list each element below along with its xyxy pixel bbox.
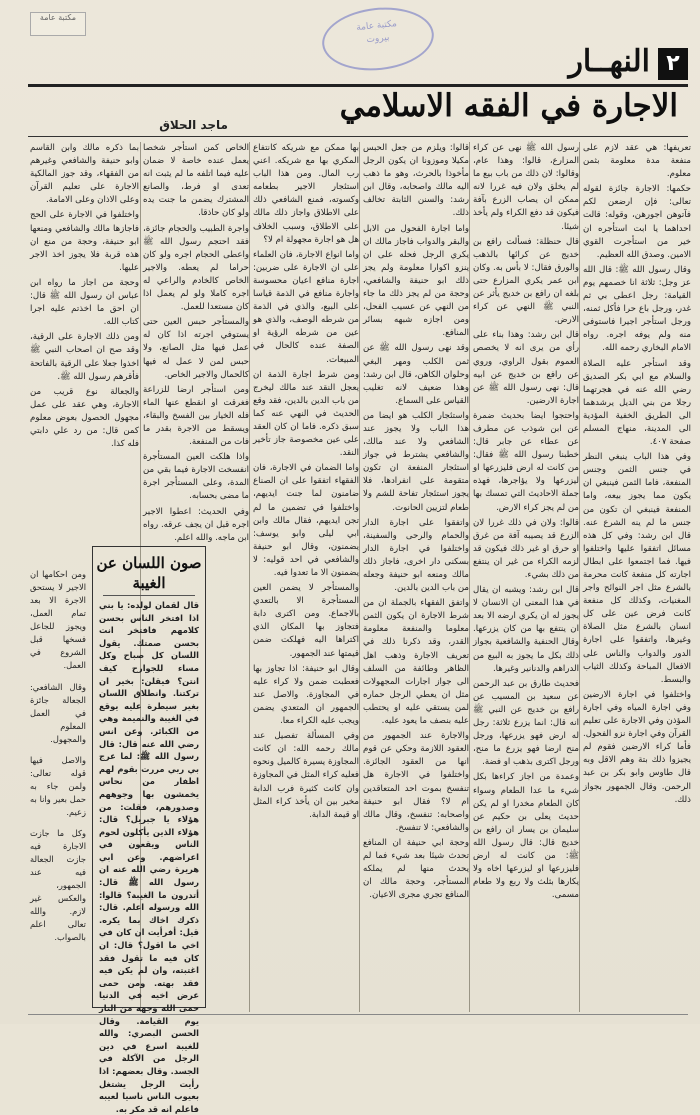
top-rule — [28, 84, 688, 87]
article-paragraph: والجعالة نوع قريب من الاجارة، وهي عقد على عمل مجهول الحصول بعوض معلوم كمن قال: من رد علي دابتي فله كذا. — [30, 386, 139, 450]
column-divider — [579, 142, 580, 1012]
article-paragraph: واحتجوا ايضا بحديث ضمرة عن ابن شوذب عن مطرف عن عطاء عن جابر قال: خطبنا رسول الله ﷺ فقال: من كانت له ارض فليزرعها او ليزرعها ولا يؤاجرها، فهذه جملة الاحاديث التي تمسك بها من لم يجز كراء الارض. — [473, 410, 579, 513]
article-paragraph: واتفق الفقهاء بالجملة ان من شرط الاجارة ان يكون الثمن معلوما والمنفعة معلومة القدر، وقد ذكرنا ذلك في تعريف الاجارة وذهب اهل الظاهر وطائفة من السلف الى جواز اجارات المجهولات مثل ان يعطي الرجل حماره لمن يستقي عليه او يحتطب عليه بنصف ما يعود عليه. — [363, 598, 469, 727]
article-column-4 — [253, 142, 359, 1012]
article-paragraph: ومن احكامها ان الاجير لا يستحق الاجرة الا بعد تمام العمل، ويجوز للجاعل فسخها قبل الشروع في العمل. — [30, 569, 86, 671]
sidebar-box-text: قال لقمان لولده: يا بني اذا افتخر الناس بحسن كلامهم فافتخر انت بحسن صمتك. يقول اللسان كل صباح وكل مساء للجوارح كيف انتن؟ فيقلن: بخير ان تركتنا. وانطلاق اللسان بغير سيطرة عليه يوقع في الغيبة والنميمة وهي من الكبائر. وعن انس رضي الله عنه قال: قال رسول الله ﷺ: لما عرج بي ربي مررت بقوم لهم اظفار من نحاس يخمشون بها وجوههم وصدورهم، فقلت: من هؤلاء يا جبريل؟ قال: هؤلاء الذين يأكلون لحوم الناس ويقعون في اعراضهم. وعن ابي هريرة رضي الله عنه ان رسول الله ﷺ قال: أتدرون ما الغيبة؟ قالوا: الله ورسوله اعلم. قال: ذكرك اخاك بما يكره. قيل: أفرأيت ان كان في اخي ما اقول؟ قال: ان كان فيه ما تقول فقد اغتبته، وان لم يكن فيه فقد بهته. ومن حمى عرض اخيه في الدنيا حمى الله وجهه من النار يوم القيامة. وقال الحسن البصري: والله للغيبة اسرع في دين الرجل من الآكلة في الجسد. وقال بعضهم: اذا رأيت الرجل يشتغل بعيوب الناس ناسيا لعيبه فاعلم انه قد مكر به. — [99, 600, 199, 1114]
article-paragraph: وحجة من اجاز ما رواه ابن عباس ان رسول الله ﷺ قال: ان احق ما اخذتم عليه اجرا كتاب الله. — [30, 277, 139, 328]
article-paragraph: وقال الشافعي: الجعالة جائزة في العمل المعلوم والمجهول. — [30, 681, 86, 744]
archive-label — [30, 12, 86, 36]
article-paragraph: واما انواع الاجارة، فان العلماء على ان الاجارة على ضربين: اجارة منافع اعيان محسوسة واجارة منافع في الذمة قياسا على البيع، والذي في الذمة من شرطه الوصف، والذي هو عين من شرطه الرؤية او الصفة عنده كالحال في المبيعات. — [253, 249, 359, 365]
article-paragraph: ومن شرط اجارة الذمة ان يعجل النقد عند مالك ليخرج من باب الدين بالدين، فقد وقع الحديث في النهي عنه كما سبق ذكره. فاما ان كان العقد على عين مخصوصة جاز تأخير النقد. — [253, 369, 359, 459]
article-paragraph: ومن استأجر ارضا للزراعة فغرقت او انقطع عنها الماء فله الخيار بين الفسخ والبقاء، ويسقط من الاجرة بقدر ما فات من المنفعة. — [143, 384, 249, 448]
article-paragraph: الخاص كمن استأجر شخصا يعمل عنده خاصة لا ضمان عليه فيما اتلفه ما لم يثبت انه تعدى او فرط، والصانع المشترك يضمن ما جنت يده ولو كان حاذقا. — [143, 143, 249, 219]
article-paragraph: قالوا: ويلزم من جعل الحبس مكيلا وموزونا ان يكون الرجل مأخوذا بالحرث، وهو ما ذهب اليه مالك واصحابه، وقال ابن رشد: والسنن الثابتة تخالف ذلك. — [363, 143, 469, 219]
article-paragraph: وحجة ابي حنيفة ان المنافع تحدث شيئا بعد شيء فما لم يحدث منها لم يملكه المستأجر، وحجة مالك ان المنافع تجري مجرى الاعيان. — [363, 837, 469, 901]
bottom-rule — [28, 1014, 688, 1015]
article-column-6 — [30, 142, 139, 552]
article-paragraph: وقال رسول الله ﷺ: قال الله عز وجل: ثلاثة انا خصمهم يوم القيامة: رجل اعطى بي ثم غدر، ورجل باع حرا فأكل ثمنه، ورجل استأجر اجيرا فاستوفى منه ولم يوفه اجره. رواه الامام البخاري رحمه الله. — [583, 264, 691, 354]
article-paragraph: والمستأجر حبس العين حتى يستوفي اجرته اذا كان له عمل فيها مثل الصانع، ولا حبس لمن لا عمل له فيها كالحمال والاجير الخاص. — [143, 317, 249, 380]
sidebar-box-title: صون اللسان عن الغيبة — [96, 554, 202, 592]
stamp-line2: بيروت — [366, 32, 390, 46]
article-paragraph: وفي الحديث: اعطوا الاجير اجره قبل ان يجف عرقه. رواه ابن ماجه. والله اعلم. — [143, 506, 249, 543]
article-column-3 — [363, 142, 469, 1012]
article-paragraph: فحديث طارق بن عبد الرحمن عن سعيد بن المسيب عن رافع بن خديج عن النبي ﷺ انه قال: انما يزرع ثلاثة: رجل له ارض فهو يزرعها، ورجل منح ارضا فهو يزرع ما منح، ورجل اكترى بذهب او فضة. — [473, 678, 579, 768]
stamp-line1: مكتبة عامة — [355, 18, 398, 34]
library-stamp — [319, 2, 437, 75]
article-paragraph: تعريفها: هي عقد لازم على منفعة مدة معلومة بثمن معلوم. — [583, 143, 691, 180]
article-paragraph: واما اجارة الفحول من الابل والبقر والدواب فاجاز مالك ان يكري الرجل فحله على ان ينزو اكوارا معلومة ولم يجز ذلك ابو حنيفة والشافعي، وحجة من لم يجز ذلك ما جاء من النهي عن عسيب الفحل، ومن اجازه شبهه بسائر المنافع. — [363, 223, 469, 339]
article-paragraph: واختلفوا في الاجارة على الحج فاجازها مالك والشافعي ومنعها ابو حنيفة، وحجة من منع ان هذه قربة فلا يجوز اخذ الاجر عليها. — [30, 210, 139, 273]
article-column-6-continued — [30, 560, 86, 1010]
page-number: ٢ — [658, 48, 688, 80]
article-column-1 — [583, 142, 691, 1012]
column-divider — [469, 142, 470, 1012]
article-paragraph: وقد استأجر عليه الصلاة والسلام مع ابي بكر الصديق رضي الله عنه في هجرتهما رجلا من بني الديل يرشدهما الى الطريق الخفية المؤدية الى المدينة، منهاج المسلم صفحة ٤٠٧. — [583, 358, 691, 448]
article-paragraph: قال ابن رشد: وهذا بناء على رأي من يرى انه لا يخصص العموم بقول الراوي، وروي عن رافع بن خديج عن ابيه قال: نهى رسول الله ﷺ عن اجارة الارضين. — [473, 330, 579, 406]
column-divider — [249, 142, 250, 1012]
article-paragraph: بما ذكره مالك وابن القاسم وابو حنيفة والشافعي وغيرهم من الفقهاء، وقد جوز المالكية الاجارة على تعليم القرآن وعلى الاذان وعلى الامامة. — [30, 143, 139, 206]
article-paragraph: حكمها: الاجارة جائزة لقوله تعالى: فإن ارضعن لكم فآتوهن اجورهن، وقوله: قالت احداهما يا ابت استأجره ان خير من استأجرت القوي الامين. وصدق الله العظيم. — [583, 184, 691, 260]
article-paragraph: والاصل فيها قوله تعالى: ولمن جاء به حمل بعير وانا به زعيم. — [30, 754, 86, 817]
newspaper-logo: النهــار — [568, 44, 650, 79]
article-paragraph: قال حنظلة: فسألت رافع بن خديج عن كرائها بالذهب والورق فقال: لا بأس به. وكان ابن عمر يكري المزارع حتى بلغه ان رافع بن خديج يأثر عن النبي ﷺ النهي عن كراء الارض. — [473, 236, 579, 326]
article-paragraph: واختلفوا في اجارة الارضين وفي اجارة المياه وفي اجارة المؤذن وفي الاجارة على تعليم القرآن وفي اجارة نزو الفحول. فأما كراء الارضين فقوم لم يجيزوا ذلك بتة وهم الاقل وبه قال طاوس وابو بكر بن عبد الرحمن. وقال الجمهور بجواز ذلك. — [583, 689, 691, 805]
article-paragraph: رسول الله ﷺ نهى عن كراء المزارع، قالوا: وهذا عام، وقالوا: لان ذلك من باب بيع ما لم يخلق ولان فيه غررا لانه ممكن ان يصاب الزرع بآفة فيكون قد دفع الكراء ولم يأخذ شيئا. — [473, 143, 579, 232]
article-paragraph: واذا هلكت العين المستأجرة انفسخت الاجارة فيما بقي من المدة، وعلى المستأجر اجرة ما مضى بحسابه. — [143, 452, 249, 502]
article-paragraph: بها ممكن مع شريكه كانتفاع المكري بها مع شريكه. اعني رب المال. ومن هذا الباب استئجار الاجير بطعامه وكسوته، فمنع الشافعي ذلك على الاطلاق واجاز ذلك مالك على الاطلاق، وسبب الخلاف هل هو اجارة مجهولة ام لا؟ — [253, 143, 359, 245]
article-paragraph: ومن ذلك الاجارة على الرقية، وقد صح ان اصحاب النبي ﷺ اخذوا جعلا على الرقية بالفاتحة فأقرهم رسول الله ﷺ. — [30, 332, 139, 382]
article-headline: الاجارة في الفقه الاسلامي — [339, 88, 678, 124]
headline-rule — [28, 136, 688, 137]
sidebar-box-rule — [103, 595, 195, 596]
article-paragraph: واستئجار الكلب هو ايضا من هذا الباب ولا يجوز عند الشافعي ولا عند مالك، والشافعي يشترط في جواز استئجار المنفعة ان تكون متقومة على انفرادها، فلا يجوز استئجار تفاحة للشم ولا طعام لتزيين الحانوت. — [363, 410, 469, 513]
archive-label-line1: مكتبة عامة — [39, 13, 77, 22]
article-paragraph: قالوا: ولان في ذلك غررا لان الزرع قد يصيبه آفة من غرق او حرق او غير ذلك فيكون قد لزمه الكراء من غير ان ينتفع من ذلك بشيء. — [473, 517, 579, 580]
masthead — [520, 44, 688, 86]
article-paragraph: والمستأجر لا يضمن العين المستأجرة الا بالتعدي بالاجماع. ومن اكترى دابة فتجاوز بها المكان الذي اكتراها اليه فهلكت ضمن قيمتها عند الجمهور. — [253, 583, 359, 659]
article-paragraph: واجرة الطبيب والحجام جائزة، فقد احتجم رسول الله ﷺ واعطى الحجام اجره ولو كان حراما لم يعطه. والاجير الخاص كالخادم والراعي له اجره كاملا ولو لم يعمل اذا كان مستعدا للعمل. — [143, 223, 249, 313]
article-column-2 — [473, 142, 579, 1012]
article-paragraph: وفي هذا الباب ينبغي النظر في جنس الثمن وجنس المنفعة، فاما الثمن فينبغي ان يكون مما يجوز بيعه، واما المنفعة فينبغي ان تكون من جنس ما لم ينه الشرع عنه. قال ابن رشد: وفي كل هذه مسائل اتفقوا عليها واختلفوا فيها. فما اجتمعوا على ابطال اجارته كل منفعة كانت محرمة بالشرع مثل اجر النوائح واجر المغنيات، وكذلك كل منفعة كانت فرض عين على كل انسان بالشرع مثل الصلاة وغيرها، واتفقوا على اجارة الدور والدواب والناس على الافعال المباحة وكذلك الثياب والبسط. — [583, 452, 691, 685]
article-paragraph: والاجارة عند الجمهور من العقود اللازمة وحكي عن قوم انها من العقود الجائزة. واختلفوا في الاجارة هل تنفسخ بموت احد المتعاقدين ام لا؟ فقال ابو حنيفة واصحابه: تنفسخ، وقال مالك والشافعي: لا تنفسخ. — [363, 731, 469, 833]
article-paragraph: وكل ما جازت الاجارة فيه جازت الجعالة فيه عند الجمهور، والعكس غير لازم. والله تعالى اعلم بالصواب. — [30, 828, 86, 943]
article-paragraph: وعمدة من اجاز كراءها بكل شيء ما عدا الطعام وسواء كان الطعام مخدرا او لم يكن حديث يعلى بن حكيم عن سليمان بن يسار ان رافع بن خديج قال: قال رسول الله ﷺ: من كانت له ارض فليزرعها او ليزرعها اخاه ولا يكارها بثلث ولا ربع ولا طعام مسمى. — [473, 772, 579, 901]
article-paragraph: وقد نهى رسول الله ﷺ عن ثمن الكلب ومهر البغي وحلوان الكاهن، قال ابن رشد: وهذا ضعيف لانه تغليب القياس على السماع. — [363, 343, 469, 406]
article-paragraph: وقال ابو حنيفة: اذا تجاوز بها فعطبت ضمن ولا كراء عليه في المجاوزة. والاصل عند الجمهور ان المتعدي يضمن ويجب عليه الكراء معا. — [253, 663, 359, 727]
article-paragraph: واتفقوا على اجارة الدار والحمام والرحى والسفينة، واختلفوا في اجارة الدار بسكنى دار اخرى، فاجاز ذلك مالك ومنعه ابو حنيفة وجعله من باب الدين بالدين. — [363, 517, 469, 594]
sidebar-box — [92, 546, 206, 1114]
article-paragraph: وفي المسألة تفصيل عند مالك رحمه الله: ان كانت المجاوزة يسيرة كالميل ونحوه فعليه كراء المثل في المجاوزة وان كانت كثيرة فرب الدابة مخير بين ان يأخذ كراء المثل او قيمة الدابة. — [253, 731, 359, 820]
article-paragraph: قال ابن رشد: ويشبه ان يقال في هذا المعنى ان الانسان لا يجوز له ان يكري ارضه الا بعد ان ينتفع بها من كان يزرعها. وقال الحنفية والشافعية بجواز ذلك بكل ما يجوز به البيع من الدراهم والدنانير وغيرها. — [473, 585, 579, 674]
column-divider — [359, 142, 360, 1012]
article-author: ماجد الحلاق — [159, 118, 228, 132]
article-paragraph: واما الضمان في الاجارة، فان الفقهاء اتفقوا على ان الصناع ضامنون لما جنت ايديهم، واختلفوا في تضمين ما لم تجن ايديهم، فقال مالك وابن ابي ليلى وابو يوسف: يضمنون، وقال ابو حنيفة والشافعي في احد قوليه: لا يضمنون الا ما تعدوا فيه. — [253, 463, 359, 578]
